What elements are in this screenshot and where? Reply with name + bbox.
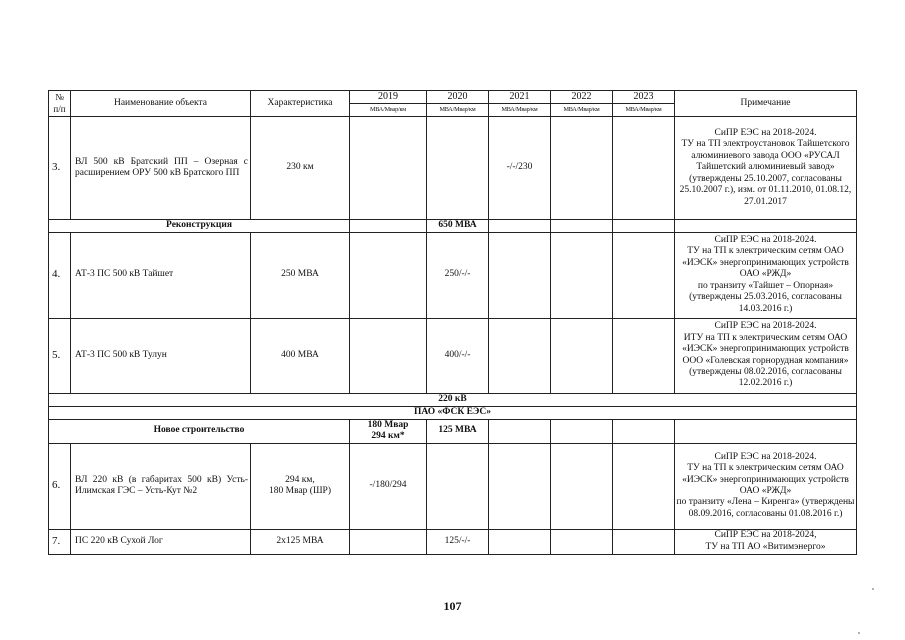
value-2019 (350, 529, 427, 554)
empty-cell (551, 220, 613, 233)
header-note: Примечание (675, 91, 857, 117)
header-name: Наименование объекта (71, 91, 251, 117)
header-year-2019: 2019 (350, 91, 427, 104)
header-unit: МВА/Мвар/км (427, 104, 489, 117)
table-row (49, 117, 857, 220)
value-2021: -/-/230 (489, 117, 551, 220)
value-2020: 400/-/- (427, 318, 489, 393)
characteristic: 400 МВА (251, 318, 350, 393)
value-2021 (489, 232, 551, 318)
header-unit: МВА/Мвар/км (551, 104, 613, 117)
group-value-2020: 650 МВА (427, 220, 489, 233)
note: СиПР ЕЭС на 2018-2024, ТУ на ТП АО «Витимэнерго» (675, 529, 857, 554)
empty-cell (489, 419, 551, 443)
object-name: ВЛ 500 кВ Братский ПП – Озерная с расширением ОРУ 500 кВ Братского ПП (71, 117, 251, 220)
value-2019 (350, 232, 427, 318)
note: СиПР ЕЭС на 2018-2024. ТУ на ТП электроустановок Тайшетского алюминиевого завода ООО «РУСАЛ Тайшетский алюминиевый завод» (утверждены 25.10.2007, согласованы 25.10.2007 г.), изм. от 01.11.2010, 01.08.12, 27.01.2017 (675, 117, 857, 220)
row-number: 5. (49, 318, 71, 393)
row-number: 4. (49, 232, 71, 318)
page-number: 107 (443, 599, 462, 613)
row-number: 7. (49, 529, 71, 554)
note: СиПР ЕЭС на 2018-2024. ТУ на ТП к электрическим сетям ОАО «ИЭСК» энергопринимающих устройств ОАО «РЖД» по транзиту «Тайшет – Опорная» (утверждены 25.03.2016, согласованы 14.03.2016 г.) (675, 232, 857, 318)
header-characteristic: Характеристика (251, 91, 350, 117)
value-2022 (551, 117, 613, 220)
value-2019 (350, 318, 427, 393)
group-value-2019: 180 Мвар 294 км* (350, 419, 427, 443)
value-2022 (551, 443, 613, 529)
header-year-2020: 2020 (427, 91, 489, 104)
row-number: 6. (49, 443, 71, 529)
characteristic: 230 км (251, 117, 350, 220)
table-row (49, 318, 857, 393)
group-row (49, 220, 857, 233)
note: СиПР ЕЭС на 2018-2024. ТУ на ТП к электрическим сетям ОАО «ИЭСК» энергопринимающих устройств ОАО «РЖД» по транзиту «Лена – Киренга» (утверждены 08.09.2016, согласованы 01.08.2016 г.) (675, 443, 857, 529)
header-unit: МВА/Мвар/км (613, 104, 675, 117)
object-name: ПС 220 кВ Сухой Лог (71, 529, 251, 554)
group-value-2020: 125 МВА (427, 419, 489, 443)
object-name: АТ-3 ПС 500 кВ Тайшет (71, 232, 251, 318)
empty-cell (675, 419, 857, 443)
value-2020: 250/-/- (427, 232, 489, 318)
table-row (49, 443, 857, 529)
group-label: Реконструкция (49, 220, 350, 233)
empty-cell (489, 220, 551, 233)
group-label: Новое строительство (49, 419, 350, 443)
scan-speck (858, 632, 860, 634)
value-2021 (489, 318, 551, 393)
value-2019 (350, 117, 427, 220)
scan-speck (872, 588, 874, 590)
group-row (49, 419, 857, 443)
row-number: 3. (49, 117, 71, 220)
group-value-2019 (350, 220, 427, 233)
characteristic: 2х125 МВА (251, 529, 350, 554)
section-voltage-label: 220 кВ (49, 393, 857, 406)
section-company-label: ПАО «ФСК ЕЭС» (49, 406, 857, 419)
table-row (49, 232, 857, 318)
value-2023 (613, 318, 675, 393)
header-year-2023: 2023 (613, 91, 675, 104)
value-2022 (551, 318, 613, 393)
object-name: АТ-3 ПС 500 кВ Тулун (71, 318, 251, 393)
header-unit: МВА/Мвар/км (350, 104, 427, 117)
note: СиПР ЕЭС на 2018-2024. ИТУ на ТП к электрическим сетям ОАО «ИЭСК» энергопринимающих устройств ООО «Голевская горнорудная компания» (утверждены 08.02.2016, согласованы 12.02.2016 г.) (675, 318, 857, 393)
section-row (49, 406, 857, 419)
value-2021 (489, 529, 551, 554)
value-2020 (427, 443, 489, 529)
empty-cell (613, 419, 675, 443)
value-2020 (427, 117, 489, 220)
value-2019: -/180/294 (350, 443, 427, 529)
value-2023 (613, 117, 675, 220)
characteristic: 294 км, 180 Мвар (ШР) (251, 443, 350, 529)
value-2023 (613, 529, 675, 554)
table-row (49, 529, 857, 554)
section-row (49, 393, 857, 406)
header-unit: МВА/Мвар/км (489, 104, 551, 117)
header-year-2022: 2022 (551, 91, 613, 104)
empty-cell (551, 419, 613, 443)
value-2022 (551, 232, 613, 318)
header-num: № п/п (49, 91, 71, 117)
value-2022 (551, 529, 613, 554)
object-name: ВЛ 220 кВ (в габаритах 500 кВ) Усть-Илимская ГЭС – Усть-Кут №2 (71, 443, 251, 529)
characteristic: 250 МВА (251, 232, 350, 318)
value-2020: 125/-/- (427, 529, 489, 554)
header-year-2021: 2021 (489, 91, 551, 104)
value-2023 (613, 443, 675, 529)
investment-projects-table (48, 90, 857, 555)
empty-cell (675, 220, 857, 233)
document-table-container (48, 90, 856, 555)
value-2021 (489, 443, 551, 529)
value-2023 (613, 232, 675, 318)
empty-cell (613, 220, 675, 233)
